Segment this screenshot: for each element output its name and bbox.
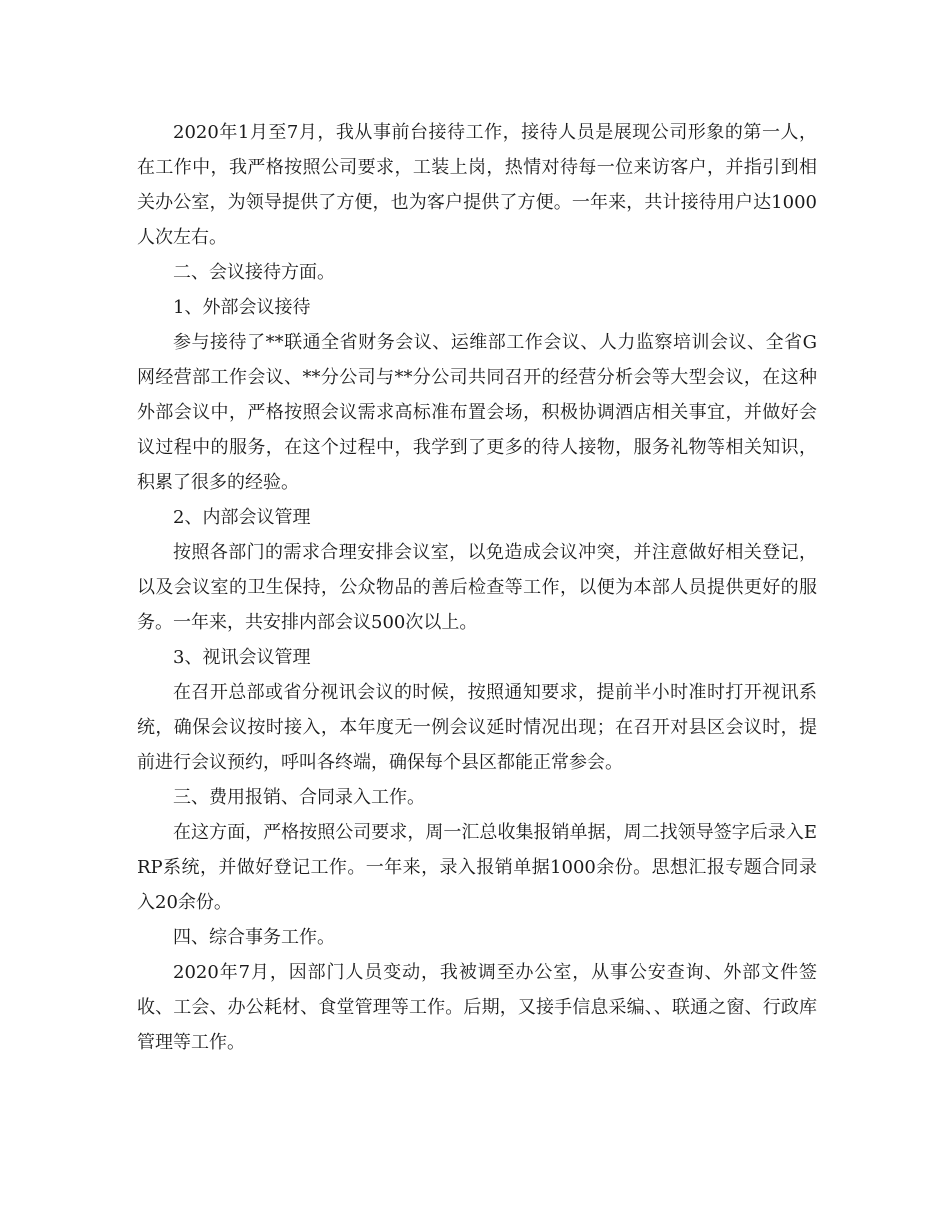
section-heading-general-affairs: 四、综合事务工作。 xyxy=(173,927,335,948)
subheading-internal-meetings: 2、内部会议管理 xyxy=(173,507,311,528)
paragraph-internal-meetings: 按照各部门的需求合理安排会议室，以免造成会议冲突，并注意做好相关登记，以及会议室的卫生保持，公众物品的善后检查等工作，以便为本部人员提供更好的服务。一年来，共安排内部会议500次以上。 xyxy=(137,542,817,633)
section-heading-expense-contracts: 三、费用报销、合同录入工作。 xyxy=(173,787,425,808)
subheading-external-meetings: 1、外部会议接待 xyxy=(173,297,311,318)
paragraph-external-meetings: 参与接待了**联通全省财务会议、运维部工作会议、人力监察培训会议、全省G网经营部工作会议、**分公司与**分公司共同召开的经营分析会等大型会议，在这种外部会议中，严格按照会议需求高标准布置会场，积极协调酒店相关事宜，并做好会议过程中的服务，在这个过程中，我学到了更多的待人接物，服务礼物等相关知识，积累了很多的经验。 xyxy=(137,332,817,493)
document-body xyxy=(137,115,817,1060)
paragraph-video-meetings: 在召开总部或省分视讯会议的时候，按照通知要求，提前半小时准时打开视讯系统，确保会议按时接入，本年度无一例会议延时情况出现；在召开对县区会议时，提前进行会议预约，呼叫各终端，确保每个县区都能正常参会。 xyxy=(137,682,817,773)
section-heading-meeting-reception: 二、会议接待方面。 xyxy=(173,262,335,283)
paragraph-general-affairs: 2020年7月，因部门人员变动，我被调至办公室，从事公安查询、外部文件签收、工会、办公耗材、食堂管理等工作。后期，又接手信息采编、、联通之窗、行政库管理等工作。 xyxy=(137,962,817,1053)
paragraph-expense-contracts: 在这方面，严格按照公司要求，周一汇总收集报销单据，周二找领导签字后录入ERP系统，并做好登记工作。一年来，录入报销单据1000余份。思想汇报专题合同录入20余份。 xyxy=(137,822,817,913)
paragraph-reception-work: 2020年1月至7月，我从事前台接待工作，接待人员是展现公司形象的第一人，在工作中，我严格按照公司要求，工装上岗，热情对待每一位来访客户，并指引到相关办公室，为领导提供了方便，也为客户提供了方便。一年来，共计接待用户达1000人次左右。 xyxy=(137,122,817,248)
subheading-video-meetings: 3、视讯会议管理 xyxy=(173,647,311,668)
